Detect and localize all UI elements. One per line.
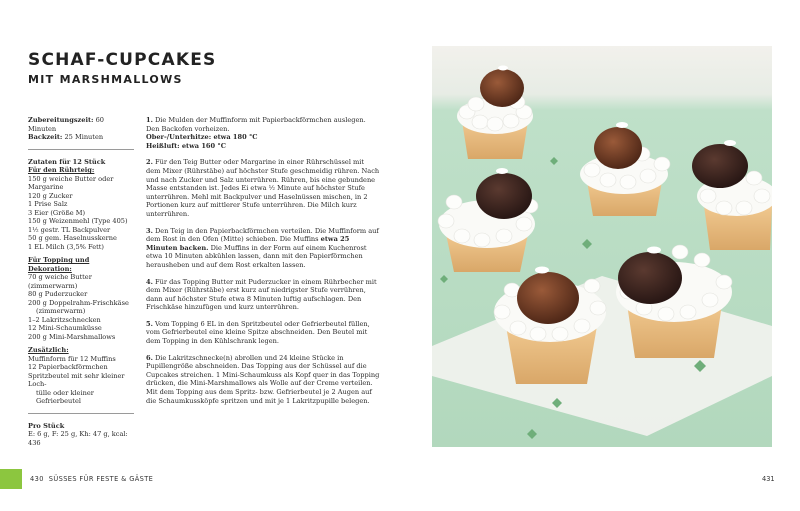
step-text: Die Mulden der Muffinform mit Papierbackförmchen auslegen. Den Backofen vorheizen. xyxy=(146,116,366,133)
page-number-left: 430 xyxy=(30,475,44,483)
step-bake-time: etwa 25 Minuten backen. xyxy=(146,235,350,252)
dough-header: Für den Rührteig: xyxy=(28,166,95,174)
topping-header: Für Topping und Dekoration: xyxy=(28,256,90,273)
ingredient-item: 120 g Zucker xyxy=(28,191,73,200)
ingredient-item: 3 Eier (Größe M) xyxy=(28,208,86,217)
bake-value: 25 Minuten xyxy=(64,133,104,141)
step-number: 5. xyxy=(146,319,153,328)
ingredients-header: Zutaten für 12 Stück xyxy=(28,157,106,166)
step-text: Vom Topping 6 EL in den Spritzbeutel oder Gefrierbeutel füllen, vom Gefrierbeutel eine kleine Spitze abschneiden. Den Beutel mit dem Topping in den Kühlschrank legen. xyxy=(146,319,370,346)
footer-left xyxy=(30,475,153,483)
ingredient-item: 1½ gestr. TL Backpulver xyxy=(28,225,111,234)
instructions-column xyxy=(146,116,380,413)
extra-item: 12 Papierbackförmchen xyxy=(28,363,108,371)
step-number: 3. xyxy=(146,226,153,235)
step-text: Für den Teig Butter oder Margarine in einer Rührschüssel mit dem Mixer (Rührstäbe) auf höchster Stufe geschmeidig rühren. Nach und nach Zucker und Salz unterrühren. Rühren, bis eine gebundene Masse entstanden ist. Jedes Ei etwa ½ Minute auf höchster Stufe unterrühren. Mehl mit Backpulver und Haselnüssen mischen, in 2 Portionen kurz auf mittlerer Stufe unterrühren. Die Milch kurz unterrühren. xyxy=(146,158,380,218)
per-piece-header: Pro Stück xyxy=(28,421,65,430)
recipe-title: SCHAF-CUPCAKES xyxy=(28,50,217,70)
extra-header: Zusätzlich: xyxy=(28,346,69,354)
step-number: 4. xyxy=(146,277,153,286)
step-text: Die Muffins in der Form auf einem Kuchenrost etwa 10 Minuten abkühlen lassen, dann mit den Papierförmchen herausheben und auf dem Rost erkalten lassen. xyxy=(146,243,367,269)
step-1 xyxy=(146,116,380,150)
footer-accent-bar xyxy=(0,469,22,489)
step-number: 2. xyxy=(146,158,153,167)
recipe-subtitle: MIT MARSHMALLOWS xyxy=(28,73,183,86)
prep-label: Zubereitungszeit: xyxy=(28,116,94,124)
step-temp-top: Ober-/Unterhitze: etwa 180 °C xyxy=(146,133,258,142)
ingredient-item: 150 g Weizenmehl (Type 405) xyxy=(28,217,128,225)
step-5 xyxy=(146,320,380,346)
step-number: 6. xyxy=(146,353,153,362)
step-4 xyxy=(146,278,380,312)
ingredient-item: 200 g Mini-Marshmallows xyxy=(28,332,116,341)
bake-label: Backzeit: xyxy=(28,133,63,141)
extra-item: Muffinform für 12 Muffins xyxy=(28,354,116,363)
ingredients-column xyxy=(28,116,134,447)
step-number: 1. xyxy=(146,116,153,124)
ingredient-item: (zimmerwarm) xyxy=(36,307,86,315)
ingredient-item: 200 g Doppelrahm-Frischkäse xyxy=(28,298,129,307)
step-2 xyxy=(146,158,380,218)
extra-item: Spritzbeutel mit sehr kleiner Loch- xyxy=(28,371,125,388)
section-name: SÜSSES FÜR FESTE & GÄSTE xyxy=(48,475,154,483)
step-6 xyxy=(146,354,380,406)
ingredient-item: 70 g weiche Butter (zimmerwarm) xyxy=(28,273,92,290)
step-text: Für das Topping Butter mit Puderzucker in einem Rührbecher mit dem Mixer (Rührstäbe) erst kurz auf niedrigster Stufe verrühren, dann auf höchster Stufe etwa 8 Minuten luftig aufschlagen. Den Frischkäse hinzufügen und kurz unterrühren. xyxy=(146,277,377,312)
ingredient-item: 1 EL Milch (3,5% Fett) xyxy=(28,242,104,251)
ingredient-item: 80 g Puderzucker xyxy=(28,290,88,298)
prep-time xyxy=(28,116,134,133)
bake-time xyxy=(28,133,134,142)
per-piece-values: E: 6 g, F: 25 g, Kh: 47 g, kcal: 436 xyxy=(28,430,128,447)
step-temp-fan: Heißluft: etwa 160 °C xyxy=(146,141,226,150)
ingredient-item: 50 g gem. Haselnusskerne xyxy=(28,234,117,242)
ingredient-item: 12 Mini-Schaumküsse xyxy=(28,324,102,332)
extra-item: tülle oder kleiner Gefrierbeutel xyxy=(36,388,94,405)
divider xyxy=(28,149,134,150)
cupcake-photo xyxy=(432,46,772,447)
step-text: Den Teig in den Papierbackförmchen verteilen. Die Muffinform auf dem Rost in den Ofen (Mitte) schieben. Die Muffins xyxy=(146,226,379,244)
ingredient-item: 150 g weiche Butter oder Margarine xyxy=(28,174,114,191)
prep-value: 60 Minuten xyxy=(28,116,104,133)
divider xyxy=(28,413,134,414)
step-3 xyxy=(146,227,380,270)
page-number-right: 431 xyxy=(762,475,775,483)
step-text: Die Lakritzschnecke(n) abrollen und 24 kleine Stücke in Pupillengröße abschneiden. Das Topping aus der Schüssel auf die Cupcakes streichen. 1 Mini-Schaumkuss als Kopf quer in das Topping drücken, die Mini-Marshmallows als Wolle auf der Creme verteilen. Mit dem Topping aus dem Spritz- bzw. Gefrierbeutel je 2 Augen auf die Schaumkussköpfe spritzen und mit je 1 Lakritzpupille belegen. xyxy=(146,353,380,405)
ingredient-item: 1–2 Lakritzschnecken xyxy=(28,315,101,324)
ingredient-item: 1 Prise Salz xyxy=(28,200,68,208)
